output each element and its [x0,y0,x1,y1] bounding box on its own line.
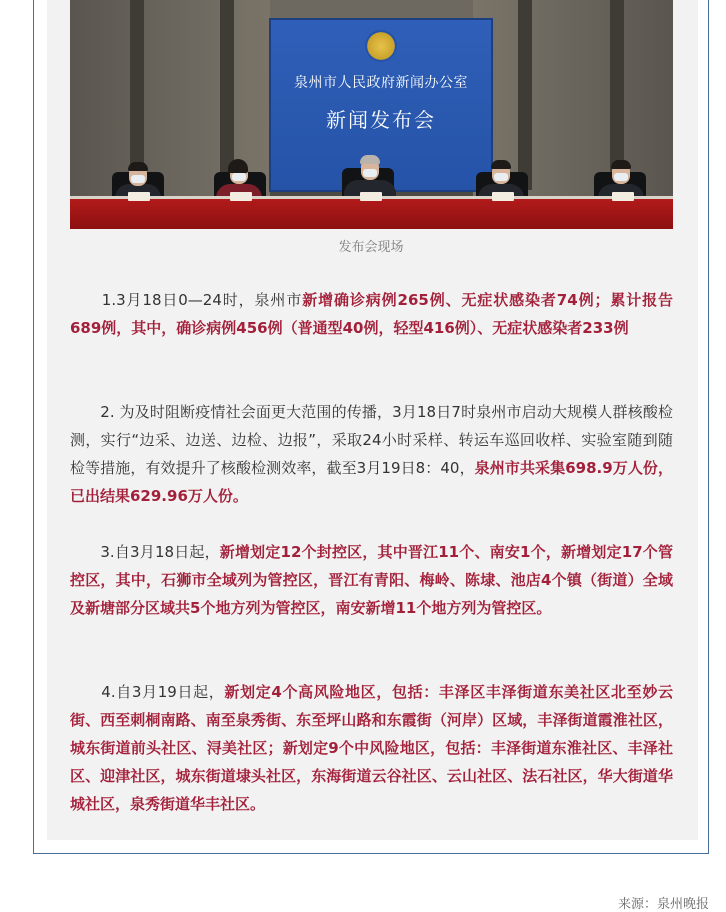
news-item-1 [70,286,673,342]
news-item-2 [70,398,673,510]
wall-column [518,0,532,190]
para-highlight: 泉州市共采集698.9万人份，已出结果629.96万人份。 [70,459,674,505]
nameplate [128,192,150,201]
para-text: 2. 为及时阻断疫情社会面更大范围的传播，3月18日7时泉州市启动大规模人群核酸检测，实行“边采、边送、边检、边报”，采取24小时采样、转运车巡回收样、实验室随到随检等措施，有效提升了核酸检测效率，截至3月19日8：40， [70,403,673,477]
news-item-4 [70,678,673,818]
backdrop-event-title: 新闻发布会 [326,108,436,132]
para-highlight: 新增划定12个封控区，其中晋江11个、南安1个，新增划定17个管控区，其中，石狮市全域列为管控区，晋江有青阳、梅岭、陈埭、池店4个镇（街道）全域及新塘部分区域共5个地方列为管控区，南安新增11个地方列为管控区。 [70,543,673,617]
news-item-3 [70,538,673,622]
para-text: 3.自3月18日起， [100,543,220,561]
nameplate [612,192,634,201]
nameplate [492,192,514,201]
photo-caption: 发布会现场 [338,240,404,255]
para-highlight: 新划定4个高风险地区，包括：丰泽区丰泽街道东美社区北至妙云街、西至刺桐南路、南至泉秀街、东至坪山路和东霞街（河岸）区域，丰泽街道霞淮社区，城东街道前头社区、浔美社区；新划定9个中风险地区，包括：丰泽街道东淮社区、丰泽社区、迎津社区，城东街道埭头社区，东海街道云谷社区、云山社区、法石社区，华大街道华城社区，泉秀街道华丰社区。 [70,683,673,813]
nameplate [230,192,252,201]
para-highlight: 新增确诊病例265例、无症状感染者74例；累计报告689例，其中，确诊病例456例（普通型40例，轻型416例）、无症状感染者233例 [70,291,673,337]
para-text: 1.3月18日0—24时，泉州市 [101,291,303,309]
news-source: 来源：泉州晚报 [617,897,709,912]
para-text: 4.自3月19日起， [101,683,225,701]
nameplate [360,192,382,201]
press-conference-photo [70,0,673,229]
national-emblem-icon [365,30,397,62]
conference-desk [70,199,673,229]
press-backdrop [269,18,493,192]
backdrop-org-title: 泉州市人民政府新闻办公室 [294,75,468,91]
